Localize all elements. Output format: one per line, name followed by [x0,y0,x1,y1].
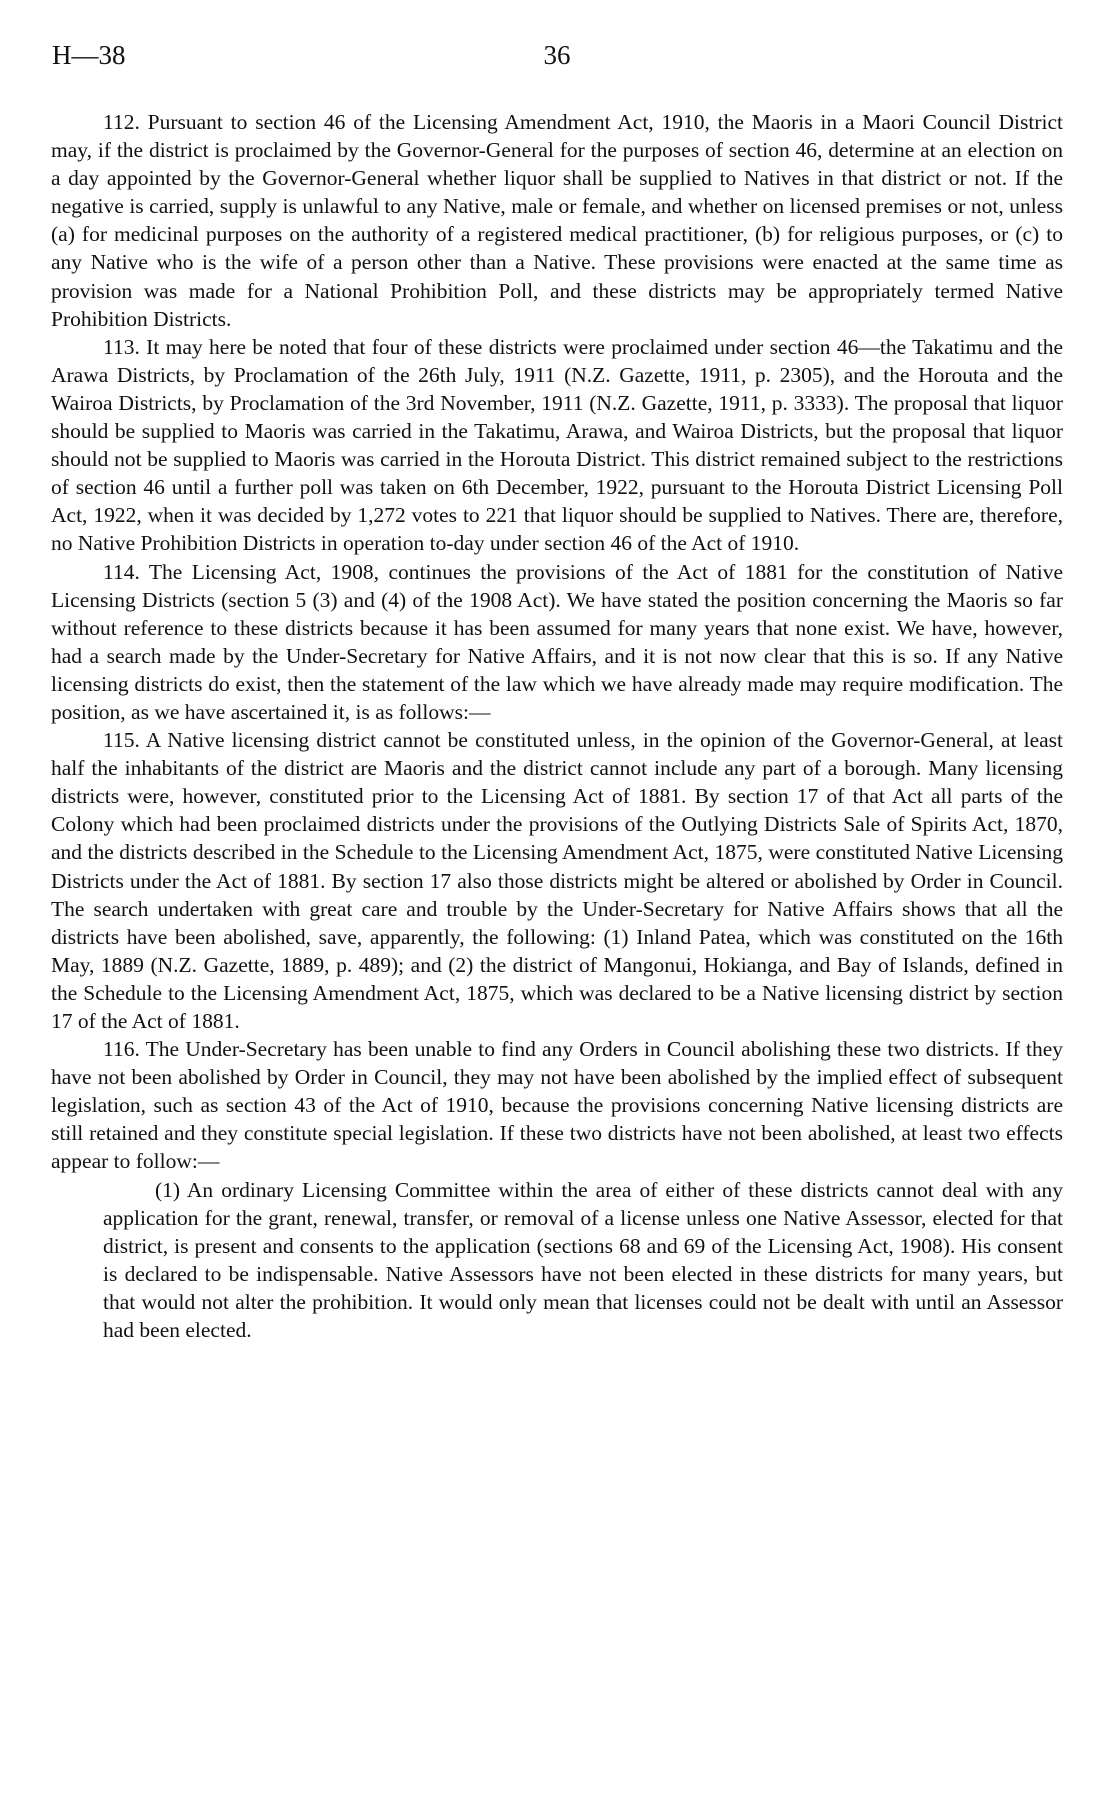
sub-item-1: (1) An ordinary Licensing Committee within the area of either of these districts cannot deal with any application for the grant, renewal, transfer, or removal of a license unless one Native Assessor, elected for that district, is present and consents to the application (sections 68 and 69 of the Licensing Act, 1908). His consent is declared to be indispensable. Native Assessors have not been elected in these districts for many years, but that would not alter the prohibition. It would only mean that licenses could not be dealt with until an Assessor had been elected. [103,1177,1063,1343]
page-number: 36 [543,40,571,70]
paragraph-113: 113. It may here be noted that four of these districts were proclaimed under section 46—the Takatimu and the Arawa Districts, by Proclamation of the 26th July, 1911 (N.Z. Gazette, 1911, p. 2305), and the Horouta and the Wairoa Districts, by Proclamation of the 3rd November, 1911 (N.Z. Gazette, 1911, p. 3333). The proposal that liquor should be supplied to Maoris was carried in the Takatimu, Arawa, and Wairoa Districts, but the proposal that liquor should not be supplied to Maoris was carried in the Horouta District. This district remained subject to the restrictions of section 46 until a further poll was taken on 6th December, 1922, pursuant to the Horouta District Licensing Poll Act, 1922, when it was decided by 1,272 votes to 221 that liquor should be supplied to Natives. There are, therefore, no Native Prohibition Districts in operation to-day under section 46 of the Act of 1910. [51,334,1063,556]
paragraph-116: 116. The Under-Secretary has been unable to find any Orders in Council abolishing these two districts. If they have not been abolished by Order in Council, they may not have been abolished by the implied effect of subsequent legislation, such as section 43 of the Act of 1910, because the provisions concerning Native licensing districts are still retained and they constitute special legislation. If these two districts have not been abolished, at least two effects appear to follow:— [51,1037,1063,1174]
paragraph-114: 114. The Licensing Act, 1908, continues the provisions of the Act of 1881 for the constitution of Native Licensing Districts (section 5 (3) and (4) of the 1908 Act). We have stated the position concerning the Maoris so far without reference to these districts because it has been assumed for many years that none exist. We have, however, had a search made by the Under-Secretary for Native Affairs, and it is not now clear that this is so. If any Native licensing districts do exist, then the statement of the law which we have already made may require modification. The position, as we have ascertained it, is as follows:— [51,559,1063,724]
paragraph-115: 115. A Native licensing district cannot be constituted unless, in the opinion of the Governor-General, at least half the inhabitants of the district are Maoris and the district cannot include any part of a borough. Many licensing districts were, however, constituted prior to the Licensing Act of 1881. By section 17 of that Act all parts of the Colony which had been proclaimed districts under the provisions of the Outlying Districts Sale of Spirits Act, 1870, and the districts described in the Schedule to the Licensing Amendment Act, 1875, were constituted Native Licensing Districts under the Act of 1881. By section 17 also those districts might be altered or abolished by Order in Council. The search undertaken with great care and trouble by the Under-Secretary for Native Affairs shows that all the districts have been abolished, save, apparently, the following: (1) Inland Patea, which was constituted on the 16th May, 1889 (N.Z. Gazette, 1889, p. 489); and (2) the district of Mangonui, Hokianga, and Bay of Islands, defined in the Schedule to the Licensing Amendment Act, 1875, which was declared to be a Native licensing district by section 17 of the Act of 1881. [51,728,1063,1033]
parliamentary-paper-reference: H—38 [52,40,126,70]
document-body [51,108,1063,1344]
page-header [52,40,1062,80]
paragraph-112: 112. Pursuant to section 46 of the Licensing Amendment Act, 1910, the Maoris in a Maori Council District may, if the district is proclaimed by the Governor-General for the purposes of section 46, determine at an election on a day appointed by the Governor-General whether liquor shall be supplied to Natives in that district or not. If the negative is carried, supply is unlawful to any Native, male or female, and whether on licensed premises or not, unless (a) for medicinal purposes on the authority of a registered medical practitioner, (b) for religious purposes, or (c) to any Native who is the wife of a person other than a Native. These provisions were enacted at the same time as provision was made for a National Prohibition Poll, and these districts may be appropriately termed Native Prohibition Districts. [51,110,1063,331]
